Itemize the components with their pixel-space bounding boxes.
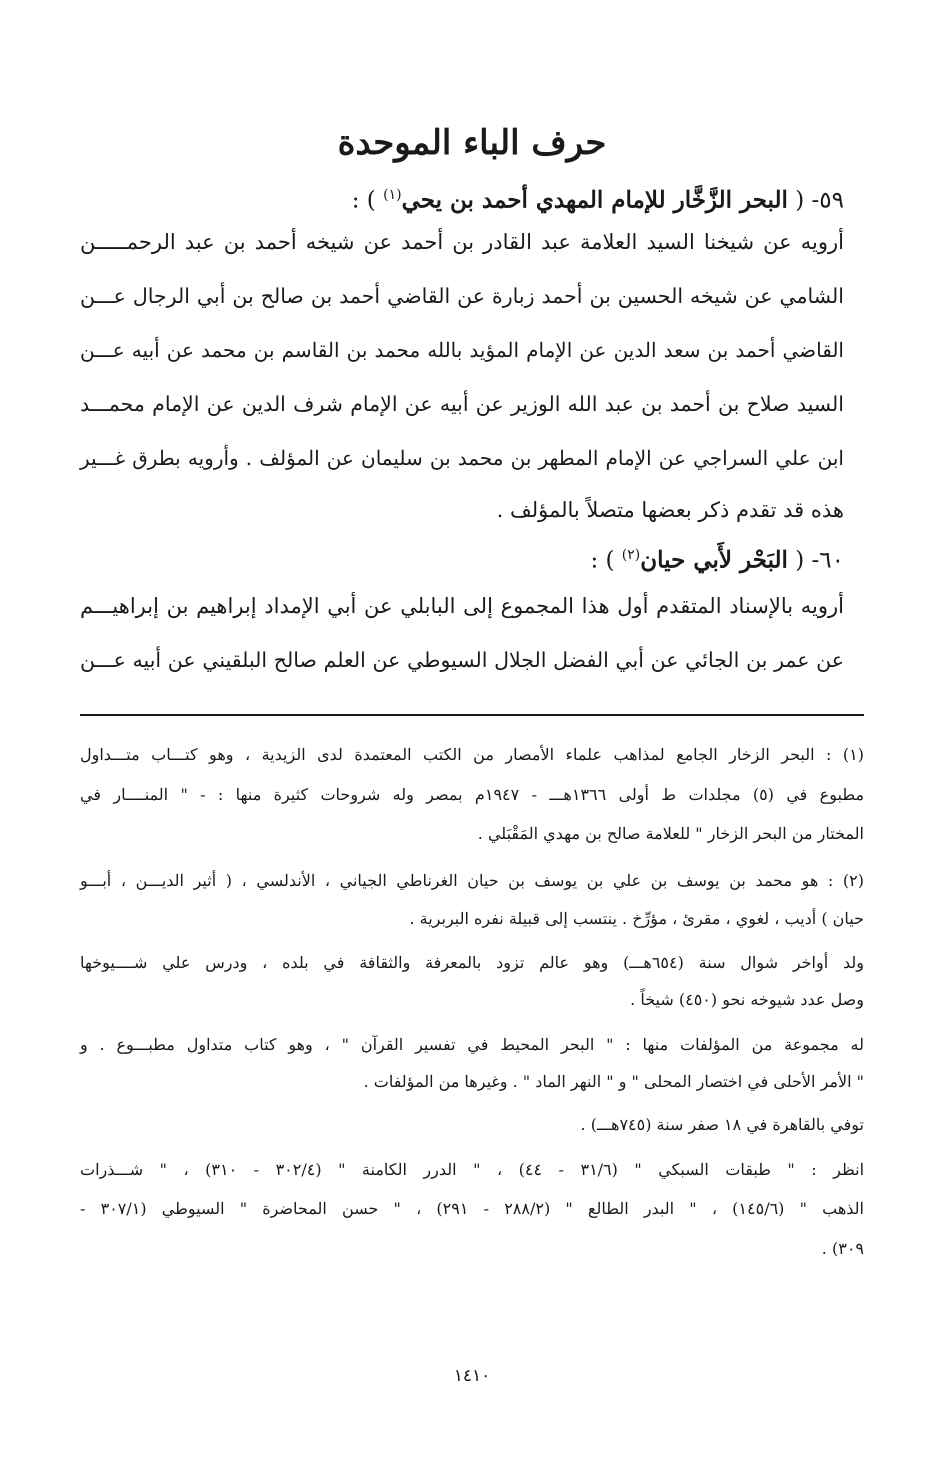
footnote-line: ٣٠٩) . bbox=[821, 1239, 864, 1258]
footnote-separator bbox=[80, 714, 864, 716]
footnote-line: (٢) : هو محمد بن يوسف بن علي بن يوسف بن حيان الغرناطي الجياني ، الأندلسي ، ( أثير الديـــن ، أبـــو bbox=[80, 871, 865, 890]
body-line: أرويه عن شيخنا السيد العلامة عبد القادر بن أحمد عن شيخه أحمد بن عبد الرحمـــــن bbox=[80, 230, 844, 254]
footnote-line: انظر : " طبقات السبكي " (٣١/٦ - ٤٤) ، " الدرر الكامنة " (٣٠٢/٤ - ٣١٠) ، " شـــذرات bbox=[80, 1160, 865, 1179]
footnote-line: المختار من البحر الزخار " للعلامة صالح بن مهدي المَقْبَلي . bbox=[477, 824, 864, 843]
body-line: أرويه بالإسناد المتقدم أول هذا المجموع إلى البابلي عن أبي الإمداد إبراهيم بن إبراهيـــم bbox=[80, 594, 844, 618]
entry-suffix: ) : bbox=[590, 547, 615, 574]
footnote-ref: (١) bbox=[383, 187, 402, 203]
entry-title: البَحْر لأَبي حيان bbox=[640, 546, 788, 574]
body-line: هذه قد تقدم ذكر بعضها متصلاً بالمؤلف . bbox=[496, 498, 844, 522]
footnote-line: " الأمر الأحلى في اختصار المحلى " و " النهر الماد " . وغيرها من المؤلفات . bbox=[363, 1072, 864, 1091]
body-line: ابن علي السراجي عن الإمام المطهر بن محمد بن سليمان عن المؤلف . وأرويه بطرق غـــير bbox=[80, 446, 844, 470]
footnote-line: توفي بالقاهرة في ١٨ صفر سنة (٧٤٥هـــ) . bbox=[580, 1115, 864, 1134]
body-line: عن عمر بن الجائي عن أبي الفضل الجلال السيوطي عن العلم صالح البلقيني عن أبيه عـــن bbox=[80, 648, 844, 672]
footnote-line: (١) : البحر الزخار الجامع لمذاهب علماء الأمصار من الكتب المعتمدة لدى الزيدية ، وهو كتـــاب متـــداول bbox=[80, 745, 864, 764]
footnote-line: الذهب " (١٤٥/٦) ، " البدر الطالع " (٢٨٨/٢ - ٢٩١) ، " حسن المحاضرة " السيوطي (٣٠٧/١ - bbox=[80, 1199, 864, 1218]
section-heading: حرف الباء الموحدة bbox=[337, 123, 607, 163]
footnote-line: له مجموعة من المؤلفات منها : " البحر المحيط في تفسير القرآن " ، وهو كتاب متداول مطبـــوع . و bbox=[80, 1035, 864, 1054]
body-line: السيد صلاح بن أحمد بن عبد الله الوزير عن أبيه عن الإمام شرف الدين عن الإمام محمـــد bbox=[80, 392, 844, 416]
entry-heading-59 bbox=[84, 175, 844, 221]
footnote-line: حيان ) أديب ، لغوي ، مقرئ ، مؤرِّخ . ينتسب إلى قبيلة نفره البربرية . bbox=[409, 909, 864, 928]
footnote-line: ولد أواخر شوال سنة (٦٥٤هـــ) وهو عالم تزود بالمعرفة والثقافة في بلده ، ودرس علي شــــيوخها bbox=[80, 953, 864, 972]
footnote-line: وصل عدد شيوخه نحو (٤٥٠) شيخاً . bbox=[630, 990, 864, 1009]
entry-title: البحر الزَّخَّار للإمام المهدي أحمد بن يحي bbox=[401, 186, 788, 214]
footnote-line: مطبوع في (٥) مجلدات ط أولى ١٣٦٦هـــ - ١٩٤٧م بمصر وله شروحات كثيرة منها : - " المنــــار في bbox=[80, 785, 865, 804]
page-number: ١٤١٠ bbox=[453, 1366, 491, 1386]
footnote-ref: (٢) bbox=[621, 547, 641, 563]
entry-heading-60 bbox=[84, 535, 844, 581]
entry-number: ٦٠- ( bbox=[795, 547, 844, 574]
body-line: القاضي أحمد بن سعد الدين عن الإمام المؤيد بالله محمد بن القاسم بن محمد عن أبيه عـــن bbox=[80, 338, 844, 362]
entry-suffix: ) : bbox=[351, 187, 376, 214]
entry-number: ٥٩- ( bbox=[795, 187, 844, 214]
body-line: الشامي عن شيخه الحسين بن أحمد زبارة عن القاضي أحمد بن صالح بن أبي الرجال عـــن bbox=[80, 284, 844, 308]
